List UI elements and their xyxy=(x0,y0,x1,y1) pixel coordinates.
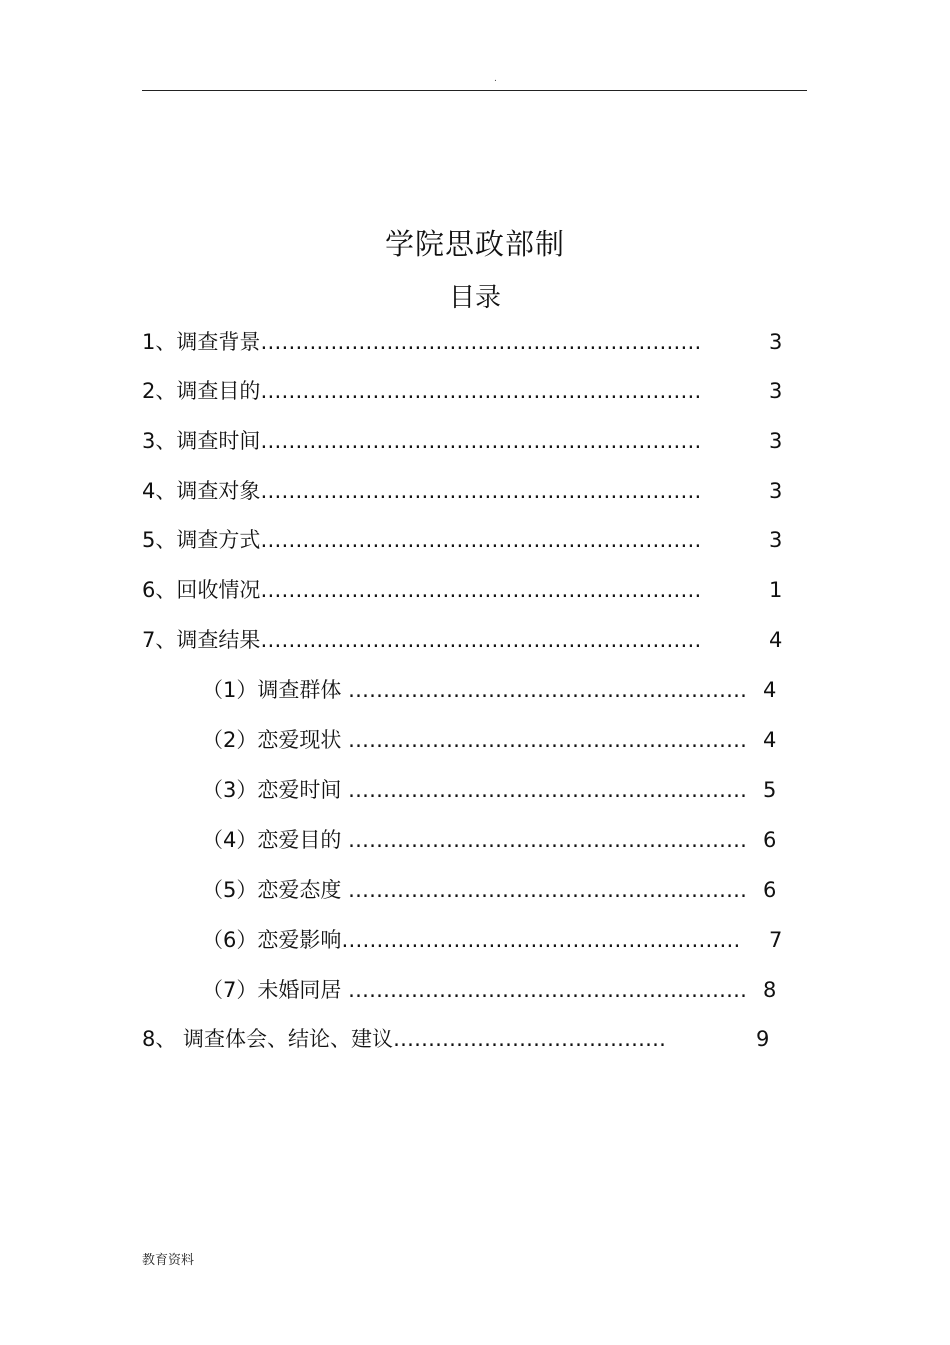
toc-page-number: 1 xyxy=(769,578,783,602)
toc-page-number: 8 xyxy=(763,978,777,1002)
toc-entry-label: （7）未婚同居 xyxy=(202,978,349,1002)
toc-leader-dots: ………………………………………………… xyxy=(348,978,748,1002)
toc-page-number: 4 xyxy=(769,628,783,652)
toc-entry[interactable] xyxy=(142,1025,666,1053)
toc-entry-label: （1）调查群体 xyxy=(202,678,349,702)
toc-subentry[interactable] xyxy=(202,876,747,904)
toc-page-number: 6 xyxy=(763,828,777,852)
toc-leader-dots: ………………………………………………… xyxy=(348,878,748,902)
header-mark: . xyxy=(494,74,497,84)
toc-entry-label: （3）恋爱时间 xyxy=(202,778,349,802)
toc-entry-label: 5、调查方式 xyxy=(142,528,261,552)
toc-subentry[interactable] xyxy=(202,926,740,954)
toc-entry-label: 3、调查时间 xyxy=(142,429,261,453)
toc-leader-dots: ……………………………………………………… xyxy=(260,578,702,602)
toc-subentry[interactable] xyxy=(202,726,747,754)
toc-entry-label: （5）恋爱态度 xyxy=(202,878,349,902)
toc-entry-label: 6、回收情况 xyxy=(142,578,261,602)
toc-leader-dots: ………………………………………………… xyxy=(348,778,748,802)
toc-entry[interactable] xyxy=(142,626,701,654)
toc-leader-dots: ……………………………………………………… xyxy=(260,429,702,453)
toc-page-number: 9 xyxy=(756,1027,770,1051)
toc-subentry[interactable] xyxy=(202,776,747,804)
toc-page-number: 6 xyxy=(763,878,777,902)
toc-entry[interactable] xyxy=(142,377,701,405)
toc-title: 目录 xyxy=(448,283,501,313)
toc-leader-dots: ……………………………………………………… xyxy=(260,628,702,652)
toc-leader-dots: ………………………………………………… xyxy=(341,928,741,952)
toc-page-number: 5 xyxy=(763,778,777,802)
toc-page-number: 3 xyxy=(769,429,783,453)
toc-leader-dots: ………………………………………………… xyxy=(348,678,748,702)
toc-subentry[interactable] xyxy=(202,826,747,854)
toc-leader-dots: ……………………………………………………… xyxy=(260,479,702,503)
footer-note: 教育资料 xyxy=(142,1253,195,1268)
toc-entry-label: 8、 调查体会、结论、建议 xyxy=(142,1027,394,1051)
toc-page-number: 3 xyxy=(769,528,783,552)
toc-leader-dots: ………………………………………………… xyxy=(348,828,748,852)
toc-entry[interactable] xyxy=(142,526,701,554)
toc-entry-label: 2、调查目的 xyxy=(142,379,261,403)
toc-page-number: 7 xyxy=(769,928,783,952)
document-title: 学院思政部制 xyxy=(384,227,565,261)
header-rule xyxy=(142,90,807,91)
toc-leader-dots: ……………………………………………………… xyxy=(260,330,702,354)
toc-leader-dots: ……………………………………………………… xyxy=(260,528,702,552)
toc-entry-label: 1、调查背景 xyxy=(142,330,261,354)
toc-subentry[interactable] xyxy=(202,676,747,704)
toc-entry[interactable] xyxy=(142,477,701,505)
toc-leader-dots: ………………………………………………… xyxy=(348,728,748,752)
toc-entry[interactable] xyxy=(142,328,701,356)
toc-entry-label: 7、调查结果 xyxy=(142,628,261,652)
toc-entry-label: 4、调查对象 xyxy=(142,479,261,503)
toc-leader-dots: ………………………………… xyxy=(393,1027,667,1051)
toc-leader-dots: ……………………………………………………… xyxy=(260,379,702,403)
toc-page-number: 3 xyxy=(769,479,783,503)
toc-entry[interactable] xyxy=(142,427,701,455)
toc-page-number: 3 xyxy=(769,379,783,403)
toc-entry-label: （4）恋爱目的 xyxy=(202,828,349,852)
toc-page-number: 4 xyxy=(763,728,777,752)
toc-page-number: 3 xyxy=(769,330,783,354)
toc-entry-label: （6）恋爱影响 xyxy=(202,928,342,952)
toc-subentry[interactable] xyxy=(202,976,747,1004)
toc-entry-label: （2）恋爱现状 xyxy=(202,728,349,752)
toc-page-number: 4 xyxy=(763,678,777,702)
toc-entry[interactable] xyxy=(142,576,701,604)
